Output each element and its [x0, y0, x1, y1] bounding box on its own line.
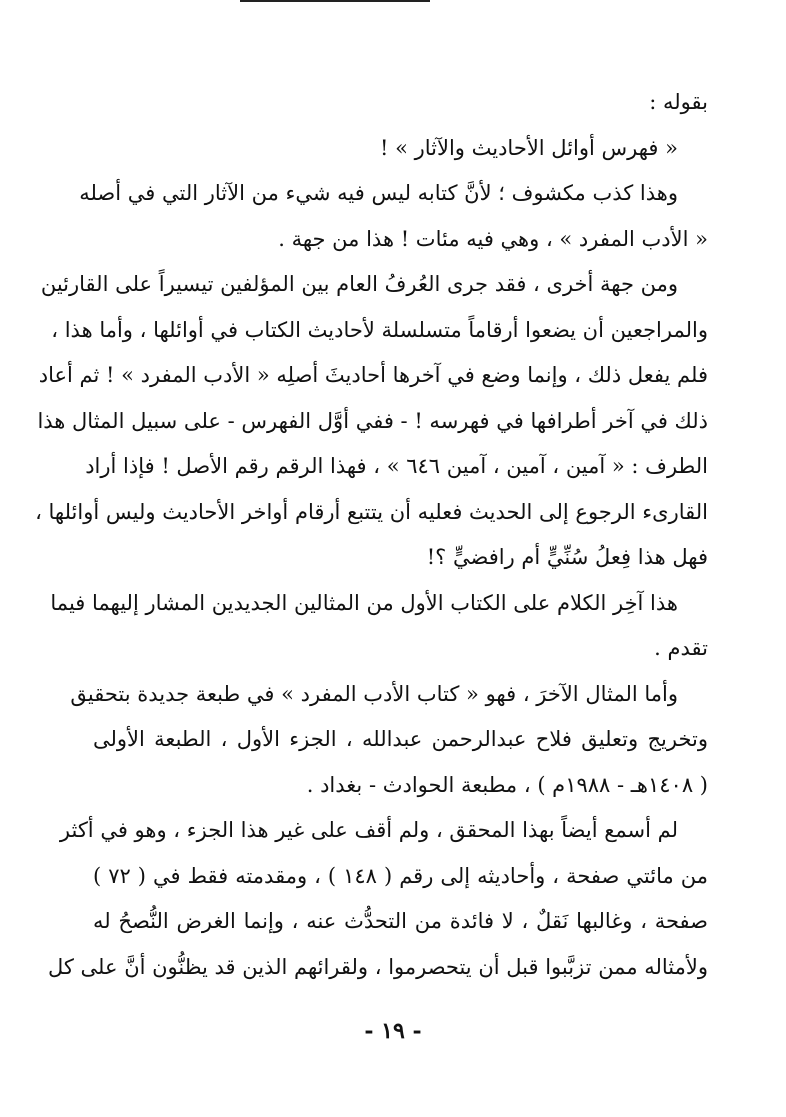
text-line: ذلك في آخر أطرافها في فهرسه ! - ففي أوَّل الفهرس - على سبيل المثال هذا [37, 408, 708, 433]
body-text [35, 80, 708, 990]
text-line: « الأدب المفرد » ، وهي فيه مئات ! هذا من جهة . [278, 226, 708, 251]
text-line: ( ١٤٠٨هـ - ١٩٨٨م ) ، مطبعة الحوادث - بغداد . [306, 772, 708, 797]
text-line: وتخريج وتعليق فلاح عبدالرحمن عبدالله ، الجزء الأول ، الطبعة الأولى [93, 727, 708, 751]
text-line: بقوله : [649, 90, 708, 114]
text-line: الطرف : « آمين ، آمين ، آمين ٦٤٦ » ، فهذا الرقم رقم الأصل ! فإذا أراد [85, 454, 708, 478]
text-line: هذا آخِر الكلام على الكتاب الأول من المثالين الجديدين المشار إليهما فيما [50, 590, 678, 615]
text-line: تقدم . [654, 636, 708, 660]
text-line: ولأمثاله ممن تزبَّبوا قبل أن يتحصرموا ، ولقرائهم الذين قد يظنُّون أنَّ على كل [47, 954, 708, 979]
text-line: صفحة ، وغالبها نَقلٌ ، لا فائدة من التحدُّث عنه ، وإنما الغرض النُّصحُ له [93, 909, 708, 933]
page-number: - ١٩ - [364, 1018, 422, 1044]
text-line: والمراجعين أن يضعوا أرقاماً متسلسلة لأحاديث الكتاب في أوائلها ، وأما هذا ، [51, 317, 708, 342]
text-line: فلم يفعل ذلك ، وإنما وضع في آخرها أحاديثَ أصلِه « الأدب المفرد » ! ثم أعاد [38, 363, 708, 387]
top-rule [240, 0, 430, 2]
text-line: « فهرس أوائل الأحاديث والآثار » ! [379, 135, 678, 160]
text-line: فهل هذا فِعلُ سُنِّيٍّ أم رافضيٍّ ؟! [426, 545, 708, 569]
text-line: وهذا كذب مكشوف ؛ لأنَّ كتابه ليس فيه شيء من الآثار التي في أصله [79, 181, 678, 205]
text-line: القارىء الرجوع إلى الحديث فعليه أن يتتبع أرقام أواخر الأحاديث وليس أوائلها ، [35, 499, 708, 524]
text-line: وأما المثال الآخرَ ، فهو « كتاب الأدب المفرد » في طبعة جديدة بتحقيق [70, 681, 678, 706]
text-line: لم أسمع أيضاً بهذا المحقق ، ولم أقف على غير هذا الجزء ، وهو في أكثر [59, 818, 678, 842]
text-line: من مائتي صفحة ، وأحاديثه إلى رقم ( ١٤٨ ) ، ومقدمته فقط في ( ٧٢ ) [93, 863, 708, 888]
text-line: ومن جهة أخرى ، فقد جرى العُرفُ العام بين المؤلفين تيسيراً على القارئين [40, 272, 678, 296]
